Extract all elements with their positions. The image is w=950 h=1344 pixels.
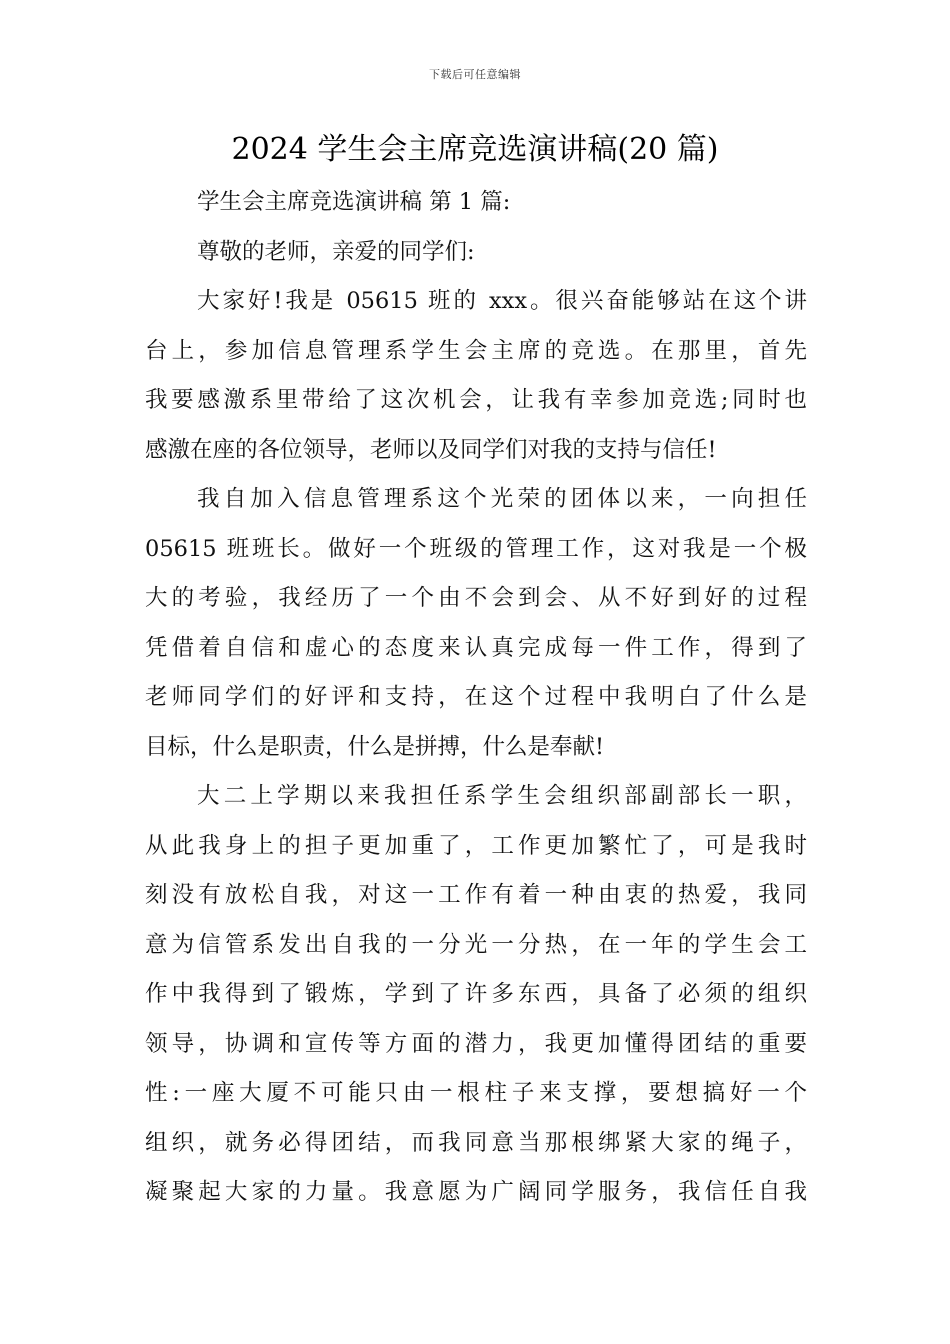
- salutation: 尊敬的老师，亲爱的同学们:: [197, 238, 475, 265]
- paragraph-line: 刻没有放松自我，对这一工作有着一种由衷的热爱，我同: [145, 882, 807, 908]
- paragraph-line: 目标，什么是职责，什么是拼搏，什么是奉献!: [145, 733, 605, 760]
- paragraph-line: 性:一座大厦不可能只由一根柱子来支撑，要想搞好一个: [145, 1080, 807, 1106]
- paragraph-line: 凭借着自信和虚心的态度来认真完成每一件工作，得到了: [145, 634, 807, 661]
- section-heading: 学生会主席竞选演讲稿 第 1 篇:: [197, 189, 511, 215]
- paragraph-line: 大的考验，我经历了一个由不会到会、从不好到好的过程: [145, 585, 807, 611]
- paragraph-line: 从此我身上的担子更加重了，工作更加繁忙了，可是我时: [145, 832, 807, 859]
- paragraph-line: 大家好!我是 05615 班的 xxx。很兴奋能够站在这个讲: [197, 288, 807, 314]
- paragraph-line: 凝聚起大家的力量。我意愿为广阔同学服务，我信任自我: [145, 1179, 807, 1205]
- paragraph-line: 老师同学们的好评和支持，在这个过程中我明白了什么是: [145, 684, 807, 710]
- paragraph-line: 作中我得到了锻炼，学到了许多东西，具备了必须的组织: [145, 981, 807, 1007]
- document-body: [145, 178, 807, 1218]
- paragraph-line: 我自加入信息管理系这个光荣的团体以来，一向担任: [197, 486, 807, 512]
- paragraph-line: 组织，就务必得团结，而我同意当那根绑紧大家的绳子，: [145, 1129, 807, 1156]
- paragraph-line: 05615 班班长。做好一个班级的管理工作，这对我是一个极: [145, 535, 807, 562]
- paragraph-line: 领导，协调和宣传等方面的潜力，我更加懂得团结的重要: [145, 1030, 807, 1057]
- paragraph-line: 感激在座的各位领导，老师以及同学们对我的支持与信任!: [145, 436, 717, 463]
- document-title: 2024 学生会主席竞选演讲稿(20 篇): [231, 132, 719, 167]
- page-header-note: 下载后可任意编辑: [429, 68, 521, 81]
- paragraph-line: 大二上学期以来我担任系学生会组织部副部长一职，: [197, 783, 807, 809]
- paragraph-line: 台上，参加信息管理系学生会主席的竞选。在那里，首先: [145, 337, 807, 364]
- paragraph-line: 意为信管系发出自我的一分光一分热，在一年的学生会工: [145, 931, 807, 958]
- paragraph-line: 我要感激系里带给了这次机会，让我有幸参加竞选;同时也: [145, 387, 807, 413]
